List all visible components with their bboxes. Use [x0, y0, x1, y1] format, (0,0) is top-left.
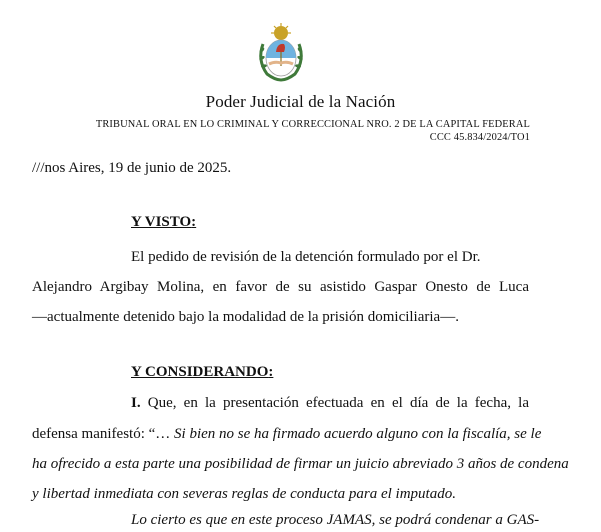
- visto-line-1: El pedido de revisión de la detención formulado por el Dr.: [131, 249, 481, 265]
- considerando-line-2-plain: defensa manifestó: “…: [32, 426, 175, 442]
- considerando-numeral: I.: [131, 395, 141, 411]
- considerando-heading: [131, 364, 273, 381]
- considerando-line-4: y libertad inmediata con severas reglas de conducta para el imputado.: [32, 486, 456, 502]
- visto-line-3: —actualmente detenido bajo la modalidad de la prisión domiciliaria—.: [32, 309, 459, 325]
- coat-of-arms-icon: [253, 22, 309, 84]
- considerando-line-2-quote: Si bien no se ha firmado acuerdo alguno con la fiscalía, se le: [174, 426, 542, 442]
- considerando-line-1: [131, 395, 529, 412]
- considerando-line-1-text: Que, en la presentación efectuada en el día de la fecha, la: [140, 395, 529, 411]
- tribunal-name: TRIBUNAL ORAL EN LO CRIMINAL Y CORRECCIONAL NRO. 2 DE LA CAPITAL FEDERAL: [95, 119, 530, 130]
- considerando-line-5: Lo cierto es que en este proceso JAMAS, se podrá condenar a GAS-: [131, 512, 540, 528]
- case-number: CCC 45.834/2024/TO1: [429, 132, 530, 143]
- considerando-line-3: ha ofrecido a esta parte una posibilidad de firmar un juicio abreviado 3 años de condena: [32, 456, 569, 472]
- considerando-heading-colon: :: [268, 364, 274, 380]
- considerando-line-2: [32, 426, 542, 443]
- date-line: ///nos Aires, 19 de junio de 2025.: [32, 160, 232, 176]
- considerando-heading-text: Y CONSIDERANDO: [131, 364, 269, 380]
- visto-heading: [131, 214, 196, 231]
- visto-line-2: Alejandro Argibay Molina, en favor de su asistido Gaspar Onesto de Luca: [32, 279, 529, 295]
- visto-heading-colon: :: [191, 214, 197, 230]
- visto-heading-text: Y VISTO: [131, 214, 192, 230]
- institution-title: Poder Judicial de la Nación: [205, 92, 396, 111]
